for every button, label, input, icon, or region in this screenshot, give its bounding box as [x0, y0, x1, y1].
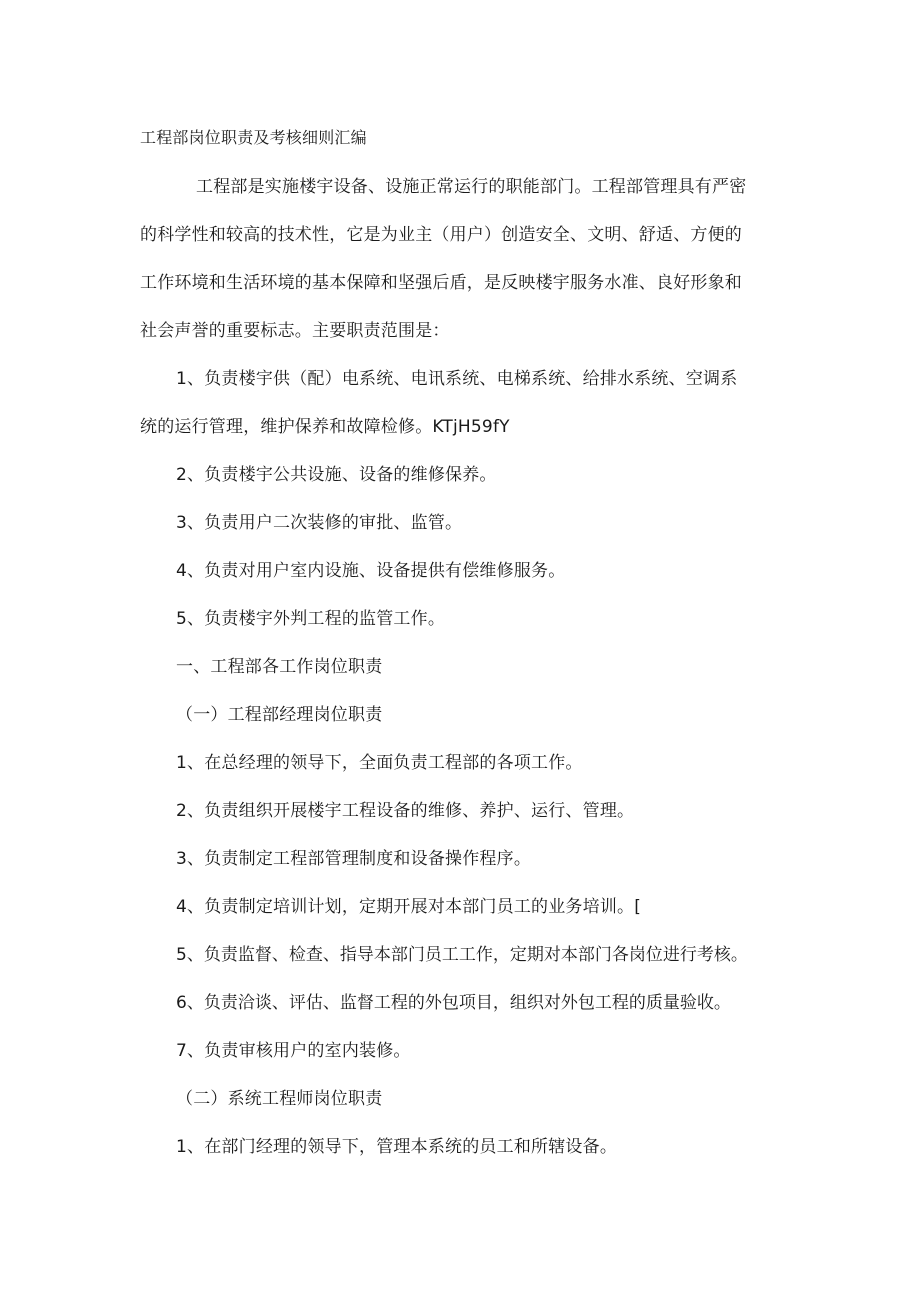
intro-line-3: 工作环境和生活环境的基本保障和坚强后盾，是反映楼宇服务水准、良好形象和: [140, 273, 742, 293]
intro-line-1: 工程部是实施楼宇设备、设施正常运行的职能部门。工程部管理具有严密: [196, 177, 747, 197]
section-heading-one: 一、工程部各工作岗位职责: [176, 657, 383, 677]
intro-line-4: 社会声誉的重要标志。主要职责范围是：: [140, 321, 450, 341]
scope-item-3: 3、负责用户二次装修的审批、监管。: [176, 513, 463, 533]
document-title: 工程部岗位职责及考核细则汇编: [140, 128, 367, 147]
subsection-heading-one: （一）工程部经理岗位职责: [176, 705, 383, 725]
manager-item-6: 6、负责洽谈、评估、监督工程的外包项目，组织对外包工程的质量验收。: [176, 993, 731, 1013]
manager-item-5: 5、负责监督、检查、指导本部门员工工作，定期对本部门各岗位进行考核。: [176, 945, 748, 965]
engineer-item-1: 1、在部门经理的领导下，管理本系统的员工和所辖设备。: [176, 1137, 618, 1157]
scope-item-5: 5、负责楼宇外判工程的监管工作。: [176, 609, 446, 629]
scope-item-2: 2、负责楼宇公共设施、设备的维修保养。: [176, 465, 497, 485]
manager-item-4: 4、负责制定培训计划，定期开展对本部门员工的业务培训。[: [176, 897, 642, 917]
manager-item-2: 2、负责组织开展楼宇工程设备的维修、养护、运行、管理。: [176, 801, 635, 821]
scope-item-1-cont: 统的运行管理，维护保养和故障检修。KTjH59fY: [140, 417, 510, 437]
subsection-heading-two: （二）系统工程师岗位职责: [176, 1089, 383, 1109]
manager-item-1: 1、在总经理的领导下，全面负责工程部的各项工作。: [176, 753, 583, 773]
scope-item-1: 1、负责楼宇供（配）电系统、电讯系统、电梯系统、给排水系统、空调系: [176, 369, 738, 389]
manager-item-7: 7、负责审核用户的室内装修。: [176, 1041, 411, 1061]
scope-item-4: 4、负责对用户室内设施、设备提供有偿维修服务。: [176, 561, 566, 581]
intro-line-2: 的科学性和较高的技术性，它是为业主（用户）创造安全、文明、舒适、方便的: [140, 225, 742, 245]
manager-item-3: 3、负责制定工程部管理制度和设备操作程序。: [176, 849, 532, 869]
